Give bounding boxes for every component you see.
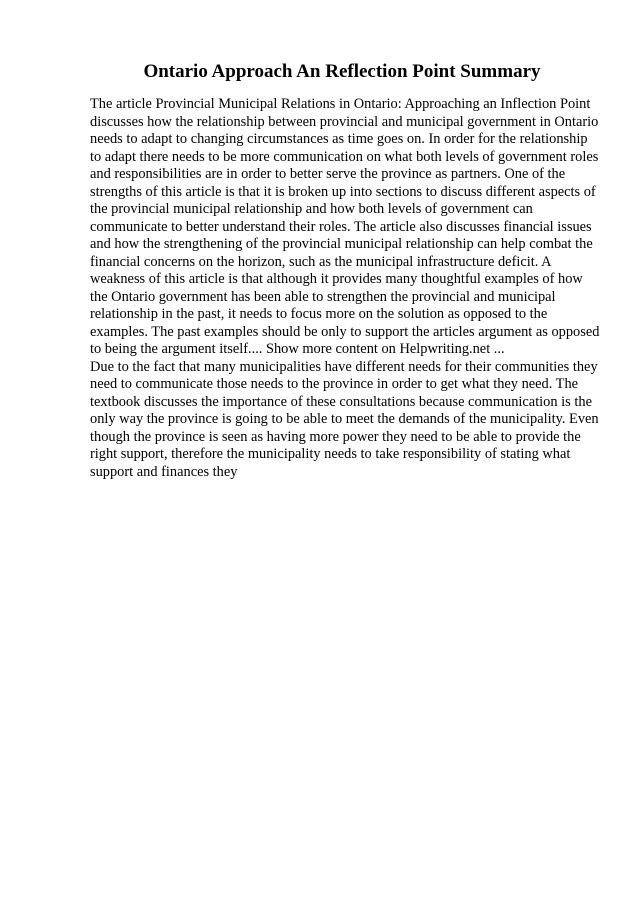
paragraph-1: The article Provincial Municipal Relations in Ontario: Approaching an Inflection Point discusses how the relationship between provincial and municipal government in Ontario needs to adapt to changing circumstances as time goes on. In order for the relationship to adapt there needs to be more communication on what both levels of government roles and responsibilities are in order to better serve the province as partners. One of the strengths of this article is that it is broken up into sections to discuss different aspects of the provincial municipal relationship and how both levels of government can communicate to better understand their roles. The article also discusses financial issues and how the strengthening of the provincial municipal relationship can help combat the financial concerns on the horizon, such as the municipal infrastructure deficit. A weakness of this article is that although it provides many thoughtful examples of how the Ontario government has been able to strengthen the provincial and municipal relationship in the past, it needs to focus more on the solution as opposed to the examples. The past examples should be only to support the articles argument as opposed to being the argument itself.... Show more content on Helpwriting.net ... — [90, 96, 600, 357]
document-title: Ontario Approach An Reflection Point Summary — [143, 61, 541, 82]
paragraph-2: Due to the fact that many municipalities have different needs for their communities they need to communicate those needs to the province in order to get what they need. The textbook discusses the importance of these consultations because communication is the only way the province is going to be able to meet the demands of the municipality. Even though the province is seen as having more power they need to be able to provide the right support, therefore the municipality needs to take responsibility of stating what support and finances they — [90, 358, 599, 480]
document-body — [90, 96, 602, 481]
